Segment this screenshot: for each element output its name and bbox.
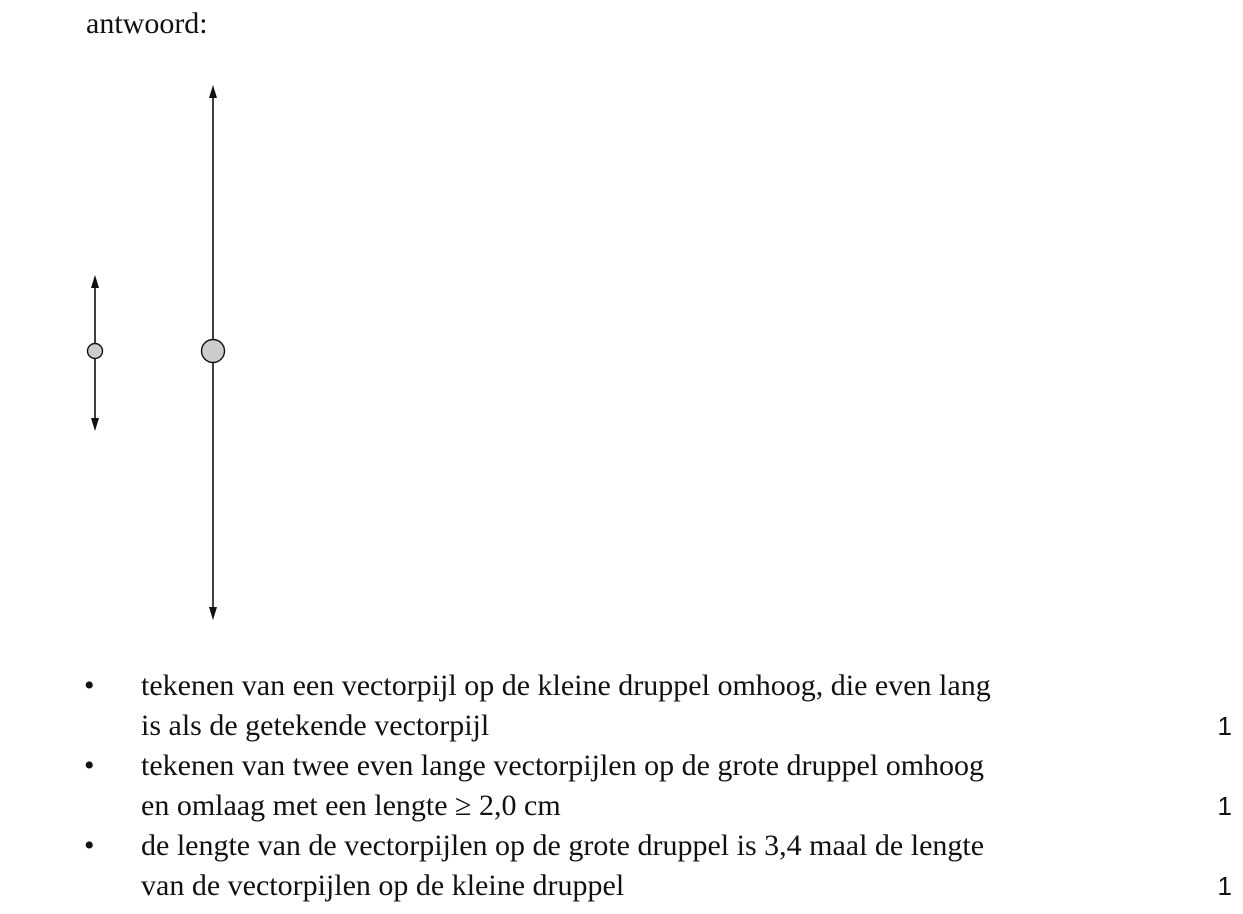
large-droplet-arrowhead-up xyxy=(209,85,217,98)
scoring-criteria-list xyxy=(0,666,1243,906)
bullet: • xyxy=(84,829,95,862)
criterion-text xyxy=(141,666,1161,746)
answer-heading: antwoord: xyxy=(86,7,208,40)
large-droplet xyxy=(202,340,225,363)
criterion-text xyxy=(141,746,1161,826)
criterion-2 xyxy=(0,746,1243,826)
criterion-3 xyxy=(0,826,1243,906)
criterion-score: 1 xyxy=(1217,871,1232,901)
small-droplet-arrowhead-down xyxy=(91,418,99,431)
criterion-1 xyxy=(0,666,1243,746)
criterion-text xyxy=(141,826,1161,906)
criterion-line: tekenen van een vectorpijl op de kleine druppel omhoog, die even lang xyxy=(141,669,991,702)
bullet: • xyxy=(84,749,95,782)
small-droplet xyxy=(88,344,103,359)
small-droplet-arrowhead-up xyxy=(91,275,99,288)
criterion-line: tekenen van twee even lange vectorpijlen op de grote druppel omhoog xyxy=(141,749,985,782)
criterion-line: van de vectorpijlen op de kleine druppel xyxy=(141,869,625,902)
criterion-score: 1 xyxy=(1217,791,1232,821)
criterion-line: de lengte van de vectorpijlen op de grote druppel is 3,4 maal de lengte xyxy=(141,829,985,862)
criterion-line: is als de getekende vectorpijl xyxy=(141,709,490,742)
criterion-line: en omlaag met een lengte ≥ 2,0 cm xyxy=(141,789,561,822)
criterion-score: 1 xyxy=(1217,711,1232,741)
large-droplet-arrowhead-down xyxy=(209,607,217,620)
bullet: • xyxy=(84,669,95,702)
